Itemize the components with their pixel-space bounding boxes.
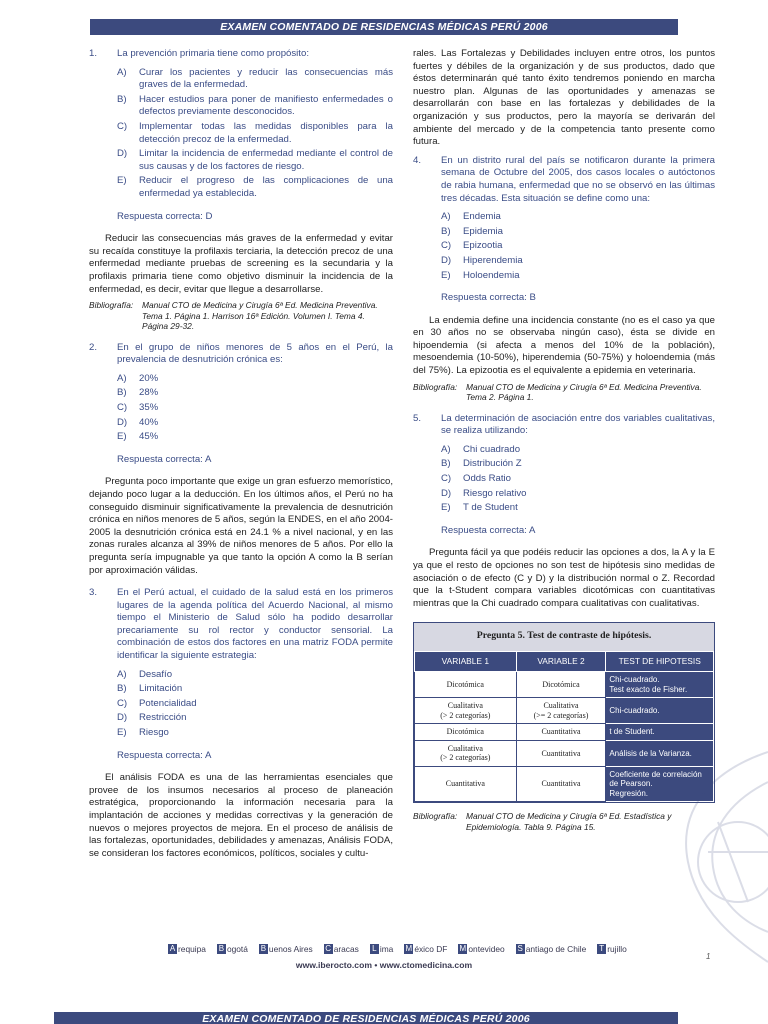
option-item bbox=[117, 712, 393, 725]
table-header-row bbox=[415, 651, 714, 672]
option-letter: E) bbox=[117, 727, 127, 739]
option-letter: C) bbox=[117, 120, 128, 132]
option-item bbox=[117, 698, 393, 711]
option-text: Reducir el progreso de las complicaciones de una enfermedad ya establecida. bbox=[139, 175, 393, 199]
option-item bbox=[117, 175, 393, 200]
options-list bbox=[441, 444, 715, 515]
option-item bbox=[117, 373, 393, 386]
option-item bbox=[117, 94, 393, 119]
question-number: 2. bbox=[89, 341, 98, 353]
question-3 bbox=[89, 587, 393, 663]
page-number: 1 bbox=[706, 952, 711, 961]
option-text: 35% bbox=[139, 401, 159, 413]
option-text: Riesgo bbox=[139, 727, 169, 739]
option-text: Epizootia bbox=[463, 240, 503, 252]
option-letter: B) bbox=[117, 387, 127, 399]
table-cell: Chi-cuadrado. bbox=[606, 698, 714, 724]
question-text: En el Perú actual, el cuidado de la salud está en los primeros lugares de la agenda política del Acuerdo Nacional, al mismo tiempo el Ministerio de Salud sólo ha podido desarrollar precariamente su rol rector y conductor sensorial. La combinación de estos dos factores en una matriz FODA permite identificar la siguiente estrategia: bbox=[117, 587, 393, 662]
footer-cities bbox=[168, 944, 648, 954]
option-letter: D) bbox=[117, 416, 128, 428]
option-item bbox=[117, 727, 393, 740]
city-initial: T bbox=[597, 944, 606, 954]
option-item bbox=[117, 431, 393, 444]
city-name: requipa bbox=[178, 944, 206, 954]
question-2 bbox=[89, 342, 393, 367]
question-text: En el grupo de niños menores de 5 años en el Perú, la prevalencia de desnutrición crónica es: bbox=[117, 341, 393, 366]
option-letter: C) bbox=[117, 697, 128, 709]
city-item bbox=[597, 944, 627, 954]
bibliography-text: Manual CTO de Medicina y Cirugía 6ª Ed. Medicina Preventiva. Tema 1. Página 1. Harrison 16ª Edición. Volumen I. Tema 4. Página 29-32. bbox=[142, 300, 378, 332]
city-item bbox=[217, 944, 248, 954]
option-letter: B) bbox=[117, 683, 127, 695]
footer-websites[interactable]: www.iberocto.com • www.ctomedicina.com bbox=[295, 960, 473, 970]
table-cell: Cualitativa (> 2 categorías) bbox=[415, 698, 517, 724]
option-letter: E) bbox=[117, 431, 127, 443]
table-title: Pregunta 5. Test de contraste de hipótesis. bbox=[414, 623, 714, 651]
option-text: Restricción bbox=[139, 712, 187, 724]
option-item bbox=[117, 67, 393, 92]
table-header: VARIABLE 1 bbox=[415, 651, 517, 672]
bibliography-label: Bibliografía: bbox=[89, 300, 134, 311]
option-text: Distribución Z bbox=[463, 458, 522, 470]
option-item bbox=[441, 458, 715, 471]
option-item bbox=[441, 502, 715, 515]
option-item bbox=[117, 669, 393, 682]
option-letter: D) bbox=[117, 712, 128, 724]
table-header: VARIABLE 2 bbox=[516, 651, 606, 672]
option-letter: D) bbox=[441, 254, 452, 266]
table-row bbox=[415, 672, 714, 698]
city-name: ogotá bbox=[226, 944, 248, 954]
table-cell: Cuantitativa bbox=[516, 766, 606, 802]
table-cell: Chi-cuadrado. Test exacto de Fisher. bbox=[606, 672, 714, 698]
option-item bbox=[441, 270, 715, 283]
option-letter: A) bbox=[117, 668, 127, 680]
option-text: Potencialidad bbox=[139, 697, 197, 709]
option-item bbox=[117, 402, 393, 415]
table-cell: Análisis de la Varianza. bbox=[606, 740, 714, 766]
option-item bbox=[441, 473, 715, 486]
option-text: Desafío bbox=[139, 668, 173, 680]
option-item bbox=[441, 255, 715, 268]
option-letter: D) bbox=[117, 148, 128, 160]
question-text: La determinación de asociación entre dos variables cualitativas, se realiza utilizando: bbox=[441, 412, 715, 437]
explanation: El análisis FODA es una de las herramientas esenciales que provee de los insumos necesarios al proceso de planeación estratégica, proporcionando la información necesaria para la implantación de acciones y medidas correctivas y la generación de nuevos o mejores proyectos de mejora. En el proceso de análisis de las fortalezas, oportunidades, debilidades y amenazas, Análisis FODA, se consideran los factores económicos, políticos, sociales y cultu- bbox=[89, 772, 393, 859]
city-item bbox=[458, 944, 504, 954]
bibliography-label: Bibliografía: bbox=[413, 811, 458, 822]
explanation: Pregunta fácil ya que podéis reducir las opciones a dos, la A y la E ya que el resto de opciones no son test de hipótesis sino medidas de asociación o de efecto (C y D) y la distribución normal o Z. Recordad que la t-Student compara variables dicotómicas con cuantitativas mientras que la Chi cuadrado compara cualitativas con cualitativas. bbox=[413, 547, 715, 609]
city-item bbox=[404, 944, 447, 954]
option-text: Odds Ratio bbox=[463, 473, 511, 485]
option-letter: C) bbox=[441, 240, 452, 252]
option-text: Hiperendemia bbox=[463, 254, 523, 266]
left-column bbox=[89, 48, 393, 860]
explanation: La endemia define una incidencia constante (no es el caso ya que en 30 años no se observaba ningún caso), ésta se divide en hipoendemia (si afecta a menos del 10% de la población), mesoendemia (10-50%), hiperendemia (50-75%) y holoendemia (más del 75%). La epizootia es el equivalente a epidemia en veterinaria. bbox=[413, 314, 715, 377]
city-name: éxico DF bbox=[414, 944, 448, 954]
option-text: 40% bbox=[139, 416, 159, 428]
option-text: Holoendemia bbox=[463, 269, 520, 281]
city-item bbox=[516, 944, 587, 954]
city-item bbox=[168, 944, 206, 954]
option-letter: E) bbox=[441, 502, 451, 514]
option-item bbox=[441, 211, 715, 224]
correct-answer: Respuesta correcta: A bbox=[117, 749, 212, 761]
table-cell: Coeficiente de correlación de Pearson. Regresión. bbox=[606, 766, 714, 802]
bibliography-text: Manual CTO de Medicina y Cirugía 6ª Ed. Estadística y Epidemiología. Tabla 9. Página 15. bbox=[466, 811, 672, 832]
option-letter: B) bbox=[117, 93, 127, 105]
table-cell: Cualitativa (>= 2 categorías) bbox=[516, 698, 606, 724]
option-item bbox=[441, 226, 715, 239]
option-text: Curar los pacientes y reducir las consecuencias más graves de la enfermedad. bbox=[139, 66, 393, 91]
city-item bbox=[370, 944, 394, 954]
city-name: rujillo bbox=[607, 944, 627, 954]
city-initial: B bbox=[218, 944, 225, 953]
table-cell: Dicotómica bbox=[516, 672, 606, 698]
option-letter: B) bbox=[441, 225, 451, 237]
option-letter: B) bbox=[441, 458, 451, 470]
option-letter: D) bbox=[441, 487, 452, 499]
table-cell: Cuantitativa bbox=[516, 740, 606, 766]
table-cell: Dicotómica bbox=[415, 724, 517, 741]
options-list bbox=[441, 211, 715, 282]
question-text: La prevención primaria tiene como propósito: bbox=[117, 48, 309, 59]
city-name: ima bbox=[379, 944, 394, 954]
option-item bbox=[441, 488, 715, 501]
question-text: En un distrito rural del país se notificaron durante la primera semana de Octubre del 2005, dos casos locales o autóctonos de rabia humana, enfermedad que no se observó en las últimas tres décadas. Esta situación se define como una: bbox=[441, 154, 715, 204]
option-text: Limitación bbox=[139, 683, 183, 695]
option-item bbox=[441, 240, 715, 253]
table-cell: t de Student. bbox=[606, 724, 714, 741]
city-initial: B bbox=[260, 944, 267, 953]
option-letter: A) bbox=[441, 211, 451, 223]
question-number: 3. bbox=[89, 587, 98, 599]
option-item bbox=[117, 683, 393, 696]
option-text: 28% bbox=[139, 387, 159, 399]
table-header: TEST DE HIPOTESIS bbox=[606, 651, 714, 672]
question-number: 1. bbox=[89, 48, 98, 59]
question-1 bbox=[89, 48, 393, 61]
city-initial: C bbox=[325, 944, 332, 953]
city-initial: S bbox=[517, 944, 523, 953]
option-letter: A) bbox=[117, 372, 127, 384]
question-5 bbox=[413, 413, 715, 438]
explanation: Pregunta poco importante que exige un gran esfuerzo memorístico, dejando poco lugar a la deducción. En los últimos años, el Perú no ha conseguido disminuir significativamente la prevalencia de desnutrición crónica en niños menores de 5 años, según la ENDES, en el año 2004-2005 la desnutrición crónica está en 24.1 % a nivel nacional, y en las zonas rurales alcanza al 39% de niños menores de 5 años. Por ello la pregunta sería impugnable ya que tanto la opción A como la B serían por aproximación válidas. bbox=[89, 476, 393, 576]
option-letter: E) bbox=[441, 269, 451, 281]
options-list bbox=[117, 373, 393, 444]
explanation: Reducir las consecuencias más graves de la enfermedad y evitar su recaída constituye la profilaxis terciaria, la detección precoz de una enfermedad mediante pruebas de screening es la secundaria y la profilaxis primaria tiene como objetivo disminuir la incidencia de la enfermedad, es decir, evitar que llegue a desarrollarse. bbox=[89, 233, 393, 295]
city-initial: A bbox=[169, 944, 176, 953]
option-text: 45% bbox=[139, 431, 159, 443]
question-number: 5. bbox=[413, 412, 422, 424]
option-letter: C) bbox=[441, 473, 452, 485]
option-text: Limitar la incidencia de enfermedad mediante el control de sus causas y de los factores de riesgo. bbox=[139, 148, 393, 172]
city-initial: M bbox=[459, 944, 467, 953]
option-letter: A) bbox=[441, 443, 451, 455]
table-cell: Cuantitativa bbox=[415, 766, 517, 802]
right-column bbox=[413, 48, 715, 842]
explanation-continuation: rales. Las Fortalezas y Debilidades incluyen entre otros, los puntos fuertes y débiles de la organización y de sus productos, dado que éstos determinarán qué tanto éxito tendremos poniendo en marcha nuestro plan. Algunas de las oportunidades y amenazas se desarrollarán con base en las fortalezas y debilidades de la organización y sus productos, pero la mayoría se derivarán del ambiente del mercado y de la competencia tanto presente como futura. bbox=[413, 48, 715, 148]
bibliography bbox=[413, 382, 715, 403]
correct-answer: Respuesta correcta: B bbox=[441, 292, 536, 304]
option-letter: A) bbox=[117, 66, 127, 78]
options-list bbox=[117, 669, 393, 740]
next-page-header: EXAMEN COMENTADO DE RESIDENCIAS MÉDICAS PERÚ 2006 bbox=[54, 1012, 678, 1024]
city-name: antiago de Chile bbox=[525, 944, 587, 954]
bibliography bbox=[89, 300, 393, 332]
option-letter: E) bbox=[117, 175, 127, 187]
table-row bbox=[415, 698, 714, 724]
table-cell: Dicotómica bbox=[415, 672, 517, 698]
option-item bbox=[441, 444, 715, 457]
city-name: ontevideo bbox=[468, 944, 505, 954]
city-name: uenos Aires bbox=[268, 944, 313, 954]
option-text: Riesgo relativo bbox=[463, 487, 527, 499]
table-cell: Cuantitativa bbox=[516, 724, 606, 741]
option-text: Epidemia bbox=[463, 225, 503, 237]
correct-answer: Respuesta correcta: A bbox=[441, 524, 536, 536]
option-item bbox=[117, 148, 393, 173]
option-item bbox=[117, 387, 393, 400]
option-item bbox=[117, 121, 393, 146]
city-item bbox=[324, 944, 359, 954]
bibliography-text: Manual CTO de Medicina y Cirugía 6ª Ed. Medicina Preventiva. Tema 2. Página 1. bbox=[466, 381, 702, 403]
correct-answer: Respuesta correcta: D bbox=[117, 210, 213, 222]
option-text: Hacer estudios para poner de manifiesto enfermedades o defectos previamente desconocidos. bbox=[139, 93, 393, 118]
options-list bbox=[117, 67, 393, 201]
question-number: 4. bbox=[413, 154, 422, 166]
city-initial: M bbox=[405, 944, 413, 953]
bibliography-label: Bibliografía: bbox=[413, 381, 458, 392]
option-text: Endemia bbox=[463, 211, 501, 223]
table-cell: Cualitativa (> 2 categorías) bbox=[415, 740, 517, 766]
option-text: Chi cuadrado bbox=[463, 443, 521, 455]
option-text: T de Student bbox=[463, 502, 518, 514]
page-header: EXAMEN COMENTADO DE RESIDENCIAS MÉDICAS PERÚ 2006 bbox=[90, 19, 678, 35]
question-4 bbox=[413, 155, 715, 205]
option-item bbox=[117, 417, 393, 430]
option-text: Implementar todas las medidas disponibles para la detección precoz de la enfermedad. bbox=[139, 120, 393, 145]
option-letter: C) bbox=[117, 401, 128, 413]
option-text: 20% bbox=[139, 372, 159, 384]
city-name: aracas bbox=[333, 944, 359, 954]
city-initial: L bbox=[370, 944, 379, 954]
correct-answer: Respuesta correcta: A bbox=[117, 453, 212, 465]
city-item bbox=[259, 944, 313, 954]
